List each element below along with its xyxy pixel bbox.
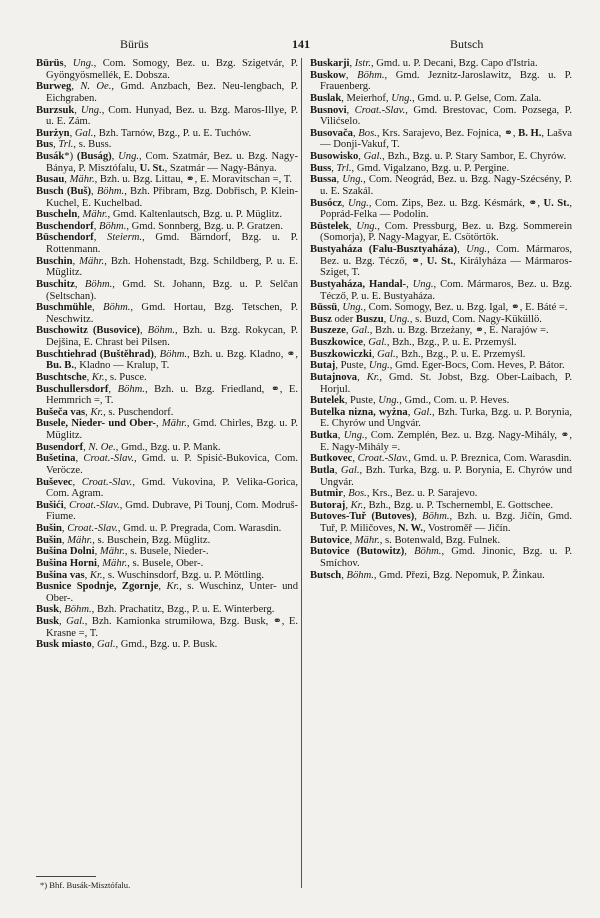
dictionary-entry: Bušin, Mähr., s. Buschein, Bzg. Müglitz. — [36, 534, 211, 546]
dictionary-entry: Bušina vas, Kr., s. Wuschinsdorf, Bzg. u. P. Möttling. — [36, 569, 265, 581]
dictionary-entry: Butajnova, Kr., Gmd. St. Jobst, Bzg. Ober-Laibach, P. Horjul. — [310, 371, 573, 395]
dictionary-entry: Butsch, Böhm., Gmd. Přezi, Bzg. Nepomuk, P. Žinkau. — [310, 569, 545, 581]
dictionary-entry: Buss, Trl., Gmd. Vigalzano, Bzg. u. P. Pergine. — [310, 162, 510, 174]
dictionary-entry: Burzsuk, Ung., Com. Hunyad, Bez. u. Bzg. Maros-Illye, P. u. E. Zám. — [36, 104, 298, 128]
header-left-word: Bürüs — [120, 37, 149, 51]
dictionary-entry: Busch (Buš), Böhm., Bzh. Přibram, Bzg. Dobřisch, P. Klein-Kuchel, E. Kuchelbad. — [36, 185, 298, 209]
dictionary-entry: Butoraj, Kr., Bzh., Bzg. u. P. Tschernembl, E. Gottschee. — [310, 499, 554, 511]
dictionary-entry: Busowisko, Gal., Bzh., Bzg. u. P. Stary Sambor, E. Chyrów. — [310, 151, 567, 162]
dictionary-entry: Bustyaháza (Falu-Busztyaháza), Ung., Com. Mármaros, Bez. u. Bzg. Técző, ⚭, U. St., Királyháza — Mármaros-Sziget, T. — [310, 244, 573, 279]
dictionary-entry: Bušina Dolni, Mähr., s. Busele, Nieder-. — [36, 546, 209, 558]
dictionary-entry: Busnovi, Croat.-Slav., Gmd. Brestovac, Com. Pozsega, P. Vilićselo. — [310, 104, 572, 128]
dictionary-entry: Buschin, Mähr., Bzh. Hohenstadt, Bzg. Schildberg, P. u. E. Müglitz. — [36, 255, 298, 279]
dictionary-entry: Butovice, Mähr., s. Botenwald, Bzg. Fulnek. — [310, 534, 501, 546]
dictionary-entry: Butovice (Butowitz), Böhm., Gmd. Jinonic, Bzg. u. P. Smíchov. — [310, 546, 572, 569]
dictionary-entry: Butkovec, Croat.-Slav., Gmd. u. P. Breznica, Com. Warasdin. — [310, 453, 572, 465]
dictionary-entry: Buschowitz (Busovice), Böhm., Bzh. u. Bzg. Rokycan, P. Dejšina, E. Chrast bei Pilsen. — [36, 325, 299, 348]
dictionary-entry: Butelka nizna, wyżna, Gal., Bzh. Turka, Bzg. u. P. Borynia, E. Chyrów und Ungvár. — [310, 406, 573, 430]
dictionary-entry: Busnice Spodnje, Zgornje, Kr., s. Wuschinz, Unter- und Ober-. — [36, 581, 299, 604]
column-divider — [301, 58, 302, 888]
dictionary-entry: Buszeze, Gal., Bzh. u. Bzg. Brzeżany, ⚭, E. Narajów =. — [310, 325, 549, 337]
dictionary-entry: Busócz, Ung., Com. Zips, Bez. u. Bzg. Késmárk, ⚭, U. St., Poprád-Felka — Podolin. — [310, 197, 572, 221]
dictionary-entry: Buscheln, Mähr., Gmd. Kaltenlautsch, Bzg. u. P. Müglitz. — [36, 209, 283, 221]
dictionary-entry: Busk, Gal., Bzh. Kamionka strumiłowa, Bzg. Busk, ⚭, E. Krasne =, T. — [36, 616, 299, 639]
dictionary-entry: Buschtsche, Kr., s. Pusce. — [36, 371, 147, 383]
dictionary-entry: Busau, Mähr., Bzh. u. Bzg. Littau, ⚭, E. Moravitschan =, T. — [36, 174, 293, 186]
dictionary-entry: Bušina Horni, Mähr., s. Busele, Ober-. — [36, 557, 204, 569]
dictionary-entry: Buschmühle, Böhm., Gmd. Hortau, Bzg. Tetschen, P. Neschwitz. — [36, 302, 299, 325]
dictionary-entry: Buszkowiczki, Gal., Bzh., Bzg., P. u. E. Przemyśl. — [310, 348, 526, 360]
dictionary-entry: Bürüs, Ung., Com. Somogy, Bez. u. Bzg. Szigetvár, P. Gyöngyösmellék, E. Dobsza. — [36, 58, 299, 81]
dictionary-entry: Buskarji, Istr., Gmd. u. P. Decani, Bzg. Capo d'Istria. — [310, 58, 538, 69]
page-number: 141 — [292, 37, 310, 51]
dictionary-entry: Buschendorf, Böhm., Gmd. Sonnberg, Bzg. u. P. Gratzen. — [36, 220, 283, 232]
dictionary-entry: Busovača, Bos., Krs. Sarajevo, Bez. Fojnica, ⚭, B. H., Lašva — Donji-Vakuf, T. — [310, 127, 573, 151]
dictionary-entry: Buschitz, Böhm., Gmd. St. Johann, Bzg. u. P. Selčan (Seltschan). — [36, 278, 299, 302]
dictionary-entry: Bustyaháza, Handal-, Ung., Com. Mármaros, Bez. u. Bzg. Técző, P. u. E. Bustyaháza. — [310, 278, 573, 302]
dictionary-entry: Butmir, Bos., Krs., Bez. u. P. Sarajevo. — [310, 488, 478, 500]
footnote: *) Bhf. Busák-Misztófalu. — [40, 880, 131, 890]
dictionary-entry: Bus, Trl., s. Buss. — [36, 139, 112, 151]
dictionary-entry: Büstelek, Ung., Com. Pressburg, Bez. u. Bzg. Sommerein (Somorja), P. Nagy-Magyar, E. Csötörtök. — [310, 220, 572, 244]
dictionary-entry: Busz oder Buszu, Ung., s. Buzd, Com. Nagy-Küküllö. — [310, 313, 542, 325]
dictionary-entry: Burżyn, Gal., Bzh. Tarnów, Bzg., P. u. E. Tuchów. — [36, 127, 252, 139]
dictionary-entry: Butelek, Puste, Ung., Gmd., Com. u. P. Heves. — [310, 395, 510, 407]
dictionary-entry: Buschullersdorf, Böhm., Bzh. u. Bzg. Friedland, ⚭, E. Hemmrich =, T. — [36, 383, 298, 407]
dictionary-entry: Busendorf, N. Oe., Gmd., Bzg. u. P. Mank. — [36, 441, 221, 453]
dictionary-entry: Butla, Gal., Bzh. Turka, Bzg. u. P. Borynia, E. Chyrów und Ungvár. — [310, 464, 572, 488]
dictionary-entry: Butka, Ung., Com. Zemplén, Bez. u. Bzg. Nagy-Mihály, ⚭, E. Nagy-Mihály =. — [310, 430, 573, 453]
dictionary-entry: Buszkowice, Gal., Bzh., Bzg., P. u. E. Przemyśl. — [310, 337, 517, 348]
left-column — [36, 58, 298, 651]
dictionary-entry: Büssü, Ung., Com. Somogy, Bez. u. Bzg. Igal, ⚭, E. Báté =. — [310, 302, 568, 314]
header-right-word: Butsch — [450, 37, 484, 51]
dictionary-entry: Butoves-Tuř (Butoves), Böhm., Bzh. u. Bzg. Jičín, Gmd. Tuř, P. Miličoves, N. W., Vostroměř — Jičín. — [310, 511, 572, 534]
dictionary-entry: Buševec, Croat.-Slav., Gmd. Vukovina, P. Velika-Gorica, Com. Agram. — [36, 476, 298, 500]
dictionary-entry: Butaj, Puste, Ung., Gmd. Eger-Bocs, Com. Heves, P. Bátor. — [310, 360, 565, 372]
dictionary-entry: Bussa, Ung., Com. Neográd, Bez. u. Bzg. Nagy-Szécsény, P. u. E. Szakál. — [310, 174, 572, 197]
dictionary-entry: Busele, Nieder- und Ober-, Mähr., Gmd. Chirles, Bzg. u. P. Müglitz. — [36, 418, 298, 441]
dictionary-entry: Buschtiehrad (Buštěhrad), Böhm., Bzh. u. Bzg. Kladno, ⚭, Bu. B., Kladno — Kralup, T. — [36, 348, 299, 372]
dictionary-entry: Busk miasto, Gal., Gmd., Bzg. u. P. Busk. — [36, 639, 218, 651]
dictionary-entry: Busák*) (Buság), Ung., Com. Szatmár, Bez. u. Bzg. Nagy-Bánya, P. Misztófalu, U. St., Szatmár — Nagy-Bánya. — [36, 151, 298, 174]
right-column — [310, 58, 572, 581]
dictionary-entry: Büschendorf, Steierm., Gmd. Bärndorf, Bzg. u. P. Rottenmann. — [36, 232, 298, 255]
dictionary-entry: Burweg, N. Oe., Gmd. Anzbach, Bez. Neu-lengbach, P. Eichgraben. — [36, 81, 298, 104]
dictionary-entry: Bušetina, Croat.-Slav., Gmd. u. P. Spisić-Bukovica, Com. Veröcze. — [36, 453, 299, 476]
dictionary-entry: Bušići, Croat.-Slav., Gmd. Dubrave, Pi Tounj, Com. Modruš-Fiume. — [36, 499, 299, 523]
dictionary-entry: Busk, Böhm., Bzh. Prachatitz, Bzg., P. u. E. Winterberg. — [36, 604, 275, 616]
dictionary-entry: Bušin, Croat.-Slav., Gmd. u. P. Pregrada, Com. Warasdin. — [36, 523, 282, 534]
dictionary-entry: Buskow, Böhm., Gmd. Jeznitz-Jaroslawitz, Bzg. u. P. Frauenberg. — [310, 69, 573, 93]
footnote-rule — [36, 876, 96, 877]
dictionary-entry: Buslak, Meierhof, Ung., Gmd. u. P. Gelse, Com. Zala. — [310, 92, 542, 104]
dictionary-entry: Bušeča vas, Kr., s. Puschendorf. — [36, 406, 174, 418]
page-header — [30, 37, 570, 55]
